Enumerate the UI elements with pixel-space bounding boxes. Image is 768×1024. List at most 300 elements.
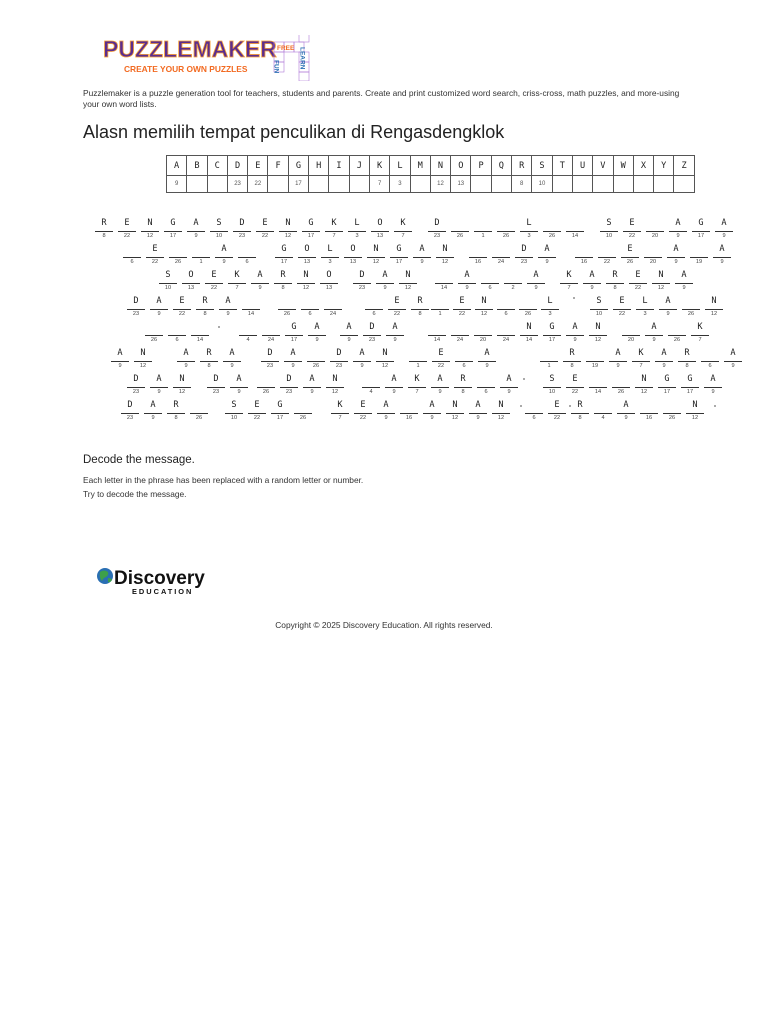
puzzle-cell-number: 26 [150,337,158,343]
puzzle-cell-number: 12 [451,415,459,421]
puzzle-cell-letter: R [569,348,575,358]
puzzle-cell-letter: A [314,322,320,332]
puzzle-cell-blank-line [238,257,256,258]
logo-tagline: CREATE YOUR OWN PUZZLES [124,64,248,74]
puzzle-cell-number: 7 [401,233,405,239]
puzzle-cell-number: 26 [174,259,182,265]
puzzle-cell-number: 6 [308,311,312,317]
puzzle-cell-blank-line [297,283,315,284]
puzzle-cell-blank-line [589,335,607,336]
puzzle-cell-letter: N [526,322,532,332]
puzzle-cell-number: 9 [545,259,549,265]
puzzle-cell-letter: L [354,218,360,228]
puzzle-cell-letter: S [165,270,171,280]
puzzle-cell-blank-line [321,257,339,258]
puzzle-cell-number: 22 [393,311,401,317]
puzzle-cell-number: 8 [102,233,106,239]
puzzle-cell-letter: E [635,270,641,280]
puzzle-cell-blank-line [469,257,487,258]
puzzle-cell-blank-line [284,361,302,362]
puzzle-cell-number: 9 [237,389,241,395]
puzzle-cell-blank-line [446,413,464,414]
puzzle-cell-blank-line [692,231,710,232]
key-number-o: 13 [451,176,471,193]
puzzle-cell-letter: A [615,348,621,358]
puzzle-cell-number: 26 [673,337,681,343]
puzzle-cell-letter: R [206,348,212,358]
puzzle-cell-number: 23 [212,389,220,395]
puzzle-cell-blank-line [324,309,342,310]
puzzle-cell-number: 23 [368,337,376,343]
puzzle-cell-number: 16 [645,415,653,421]
puzzle-cell-number: 17 [663,389,671,395]
key-letter-x: X [633,156,653,176]
puzzle-cell-blank-line [538,257,556,258]
puzzle-punctuation-dot [218,326,220,328]
puzzle-cell-number: 8 [578,415,582,421]
puzzle-cell-letter: G [396,244,402,254]
puzzle-cell-letter: N [595,322,601,332]
key-letter-w: W [613,156,633,176]
puzzle-cell-blank-line [348,231,366,232]
puzzle-cell-number: 23 [520,259,528,265]
puzzle-cell-blank-line [187,231,205,232]
puzzle-cell-number: 19 [695,259,703,265]
key-letter-q: Q [491,156,511,176]
puzzle-cell-blank-line [431,387,449,388]
puzzle-cell-number: 4 [601,415,605,421]
puzzle-cell-number: 12 [441,259,449,265]
key-letter-r: R [512,156,532,176]
key-letter-b: B [187,156,207,176]
puzzle-cell-number: 2 [511,285,515,291]
puzzle-cell-number: 22 [618,311,626,317]
puzzle-cell-blank-line [377,413,395,414]
puzzle-cell-letter: A [719,244,725,254]
puzzle-cell-blank-line [543,231,561,232]
puzzle-cell-blank-line [432,361,450,362]
cipher-puzzle [0,0,768,440]
key-letter-o: O [451,156,471,176]
puzzle-cell-letter: N [373,244,379,254]
puzzle-cell-number: 10 [215,233,223,239]
puzzle-cell-blank-line [622,335,640,336]
puzzle-cell-number: 3 [548,311,552,317]
puzzle-cell-number: 9 [430,415,434,421]
puzzle-cell-blank-line [515,257,533,258]
puzzle-cell-number: 16 [580,259,588,265]
key-number-k: 7 [369,176,389,193]
puzzle-cell-blank-line [144,413,162,414]
puzzle-cell-letter: D [133,374,139,384]
puzzle-cell-number: 17 [395,259,403,265]
puzzle-punctuation-dot [523,378,525,380]
key-letter-i: I [329,156,349,176]
puzzle-cell-blank-line [307,361,325,362]
puzzle-cell-blank-line [645,335,663,336]
puzzle-cell-blank-line [623,231,641,232]
puzzle-cell-letter: A [290,348,296,358]
key-number-a: 9 [167,176,187,193]
key-letter-l: L [390,156,410,176]
puzzle-cell-letter: R [417,296,423,306]
puzzle-cell-number: 23 [358,285,366,291]
key-number-e: 22 [248,176,268,193]
puzzle-cell-letter: A [359,348,365,358]
puzzle-cell-number: 24 [456,337,464,343]
puzzle-cell-blank-line [436,257,454,258]
puzzle-cell-blank-line [409,361,427,362]
puzzle-cell-blank-line [520,231,538,232]
puzzle-cell-blank-line [367,257,385,258]
puzzle-cell-letter: A [673,244,679,254]
puzzle-cell-number: 16 [474,259,482,265]
puzzle-cell-number: 10 [595,311,603,317]
puzzle-cell-blank-line [598,257,616,258]
puzzle-cell-number: 1 [416,363,420,369]
puzzle-cell-number: 23 [266,363,274,369]
puzzle-cell-letter: G [549,322,555,332]
discovery-subtitle: EDUCATION [132,587,194,596]
puzzle-cell-letter: A [257,270,263,280]
key-letter-t: T [552,156,572,176]
puzzle-cell-letter: A [383,400,389,410]
puzzle-cell-blank-line [454,387,472,388]
puzzle-cell-blank-line [497,231,515,232]
puzzle-cell-blank-line [150,387,168,388]
puzzle-cell-number: 12 [178,389,186,395]
puzzle-cell-number: 6 [245,259,249,265]
puzzle-cell-number: 17 [280,259,288,265]
puzzle-cell-blank-line [621,257,639,258]
puzzle-cell-blank-line [713,257,731,258]
discovery-education-logo [96,565,222,597]
puzzle-cell-blank-line [248,413,266,414]
puzzle-cell-blank-line [219,309,237,310]
puzzle-cell-blank-line [469,413,487,414]
puzzle-cell-letter: K [414,374,420,384]
key-letter-h: H [309,156,329,176]
puzzle-cell-number: 9 [420,259,424,265]
puzzle-cell-blank-line [262,335,280,336]
puzzle-cell-letter: E [629,218,635,228]
puzzle-cell-letter: D [434,218,440,228]
puzzle-cell-blank-line [257,387,275,388]
puzzle-cell-blank-line [191,335,209,336]
puzzle-cell-number: 9 [465,285,469,291]
puzzle-cell-letter: N [452,400,458,410]
puzzle-cell-blank-line [164,231,182,232]
logo-badge-word-fun: FUN [272,60,280,74]
puzzle-cell-blank-line [376,283,394,284]
puzzle-cell-number: 9 [184,363,188,369]
puzzle-cell-blank-line [390,257,408,258]
puzzle-cell-number: 22 [634,285,642,291]
puzzle-cell-number: 8 [203,311,207,317]
puzzle-cell-letter: A [721,218,727,228]
puzzle-cell-blank-line [95,231,113,232]
discovery-wordmark: Discovery [114,568,205,589]
puzzle-cell-blank-line [280,387,298,388]
puzzle-cell-number: 12 [139,363,147,369]
puzzle-cell-number: 24 [497,259,505,265]
puzzle-cell-letter: N [442,244,448,254]
puzzle-cell-blank-line [606,283,624,284]
puzzle-cell-blank-line [371,231,389,232]
puzzle-cell-letter: R [101,218,107,228]
puzzle-cell-number: 22 [571,389,579,395]
puzzle-cell-number: 1 [481,233,485,239]
puzzle-cell-letter: A [193,218,199,228]
key-number-l: 3 [390,176,410,193]
puzzle-cell-blank-line [278,309,296,310]
puzzle-cell-number: 7 [639,363,643,369]
puzzle-cell-letter: E [394,296,400,306]
puzzle-cell-number: 9 [476,415,480,421]
puzzle-cell-blank-line [146,257,164,258]
puzzle-cell-number: 9 [534,285,538,291]
puzzle-cell-blank-line [362,387,380,388]
puzzle-cell-letter: R [460,374,466,384]
puzzle-cell-letter: G [698,218,704,228]
puzzle-cell-number: 7 [332,233,336,239]
puzzle-cell-number: 9 [157,311,161,317]
puzzle-cell-letter: G [170,218,176,228]
puzzle-cell-blank-line [363,335,381,336]
puzzle-cell-number: 12 [594,337,602,343]
puzzle-cell-letter: A [225,296,231,306]
puzzle-cell-blank-line [127,309,145,310]
puzzle-cell-number: 6 [708,363,712,369]
puzzle-cell-blank-line [123,257,141,258]
puzzle-cell-blank-line [682,309,700,310]
puzzle-cell-number: 26 [524,311,532,317]
puzzle-cell-blank-line [458,283,476,284]
decode-instructions-line-1: Each letter in the phrase has been replaced with a random letter or number. [83,475,364,485]
puzzle-cell-blank-line [127,387,145,388]
puzzle-cell-number: 24 [329,311,337,317]
puzzle-cell-number: 9 [157,389,161,395]
puzzle-cell-number: 20 [649,259,657,265]
puzzle-cell-blank-line [613,309,631,310]
puzzle-cell-blank-line [182,283,200,284]
puzzle-cell-blank-line [724,361,742,362]
puzzle-cell-letter: D [336,348,342,358]
puzzle-cell-blank-line [668,335,686,336]
puzzle-cell-letter: A [623,400,629,410]
puzzle-cell-number: 23 [132,389,140,395]
puzzle-cell-blank-line [168,335,186,336]
puzzle-cell-number: 9 [662,363,666,369]
puzzle-cell-blank-line [413,257,431,258]
puzzle-cell-letter: S [549,374,555,384]
puzzle-cell-blank-line [492,257,510,258]
puzzle-cell-letter: N [641,374,647,384]
puzzle-cell-blank-line [609,361,627,362]
puzzle-cell-letter: R [612,270,618,280]
puzzle-cell-number: 9 [682,285,686,291]
puzzle-cell-blank-line [575,257,593,258]
puzzle-cell-blank-line [640,413,658,414]
puzzle-cell-blank-line [500,387,518,388]
puzzle-cell-blank-line [400,413,418,414]
puzzle-cell-number: 9 [347,337,351,343]
puzzle-cell-number: 12 [480,311,488,317]
puzzle-cell-number: 22 [553,415,561,421]
puzzle-cell-letter: O [304,244,310,254]
puzzle-cell-blank-line [330,361,348,362]
puzzle-cell-blank-line [667,257,685,258]
puzzle-cell-letter: A [309,374,315,384]
puzzle-cell-blank-line [543,387,561,388]
puzzle-cell-number: 22 [458,311,466,317]
puzzle-cell-number: 6 [532,415,536,421]
puzzle-cell-number: 26 [283,311,291,317]
puzzle-cell-letter: S [596,296,602,306]
puzzle-cell-number: 8 [685,363,689,369]
puzzle-cell-number: 17 [548,337,556,343]
puzzle-cell-letter: N [179,374,185,384]
puzzle-cell-letter: A [710,374,716,384]
puzzle-cell-blank-line [715,231,733,232]
puzzle-cell-number: 26 [456,233,464,239]
puzzle-cell-letter: K [566,270,572,280]
puzzle-cell-number: 14 [196,337,204,343]
puzzle-cell-number: 7 [698,337,702,343]
puzzle-cell-blank-line [365,309,383,310]
puzzle-cell-number: 22 [603,259,611,265]
key-letter-c: C [207,156,227,176]
puzzle-cell-blank-line [274,283,292,284]
puzzle-cell-letter: D [267,348,273,358]
puzzle-cell-letter: R [173,400,179,410]
key-letter-n: N [430,156,450,176]
puzzle-cell-number: 9 [118,363,122,369]
puzzle-cell-letter: A [391,374,397,384]
puzzle-cell-number: 26 [617,389,625,395]
puzzle-cell-blank-line [594,413,612,414]
puzzle-cell-letter: L [327,244,333,254]
puzzle-cell-blank-line [271,413,289,414]
puzzle-cell-letter: A [661,348,667,358]
puzzle-cell-blank-line [659,309,677,310]
key-letter-e: E [248,156,268,176]
puzzle-cell-letter: D [133,296,139,306]
puzzle-cell-blank-line [478,361,496,362]
puzzle-cell-letter: A [236,374,242,384]
puzzle-cell-number: 10 [605,233,613,239]
puzzle-cell-number: 9 [291,363,295,369]
puzzle-cell-blank-line [691,335,709,336]
key-number-r: 8 [512,176,532,193]
puzzle-cell-number: 12 [657,285,665,291]
puzzle-cell-number: 12 [146,233,154,239]
puzzle-cell-number: 3 [328,259,332,265]
puzzle-cell-blank-line [632,361,650,362]
puzzle-cell-blank-line [325,231,343,232]
puzzle-cell-blank-line [589,387,607,388]
puzzle-cell-letter: K [234,270,240,280]
puzzle-cell-number: 17 [697,233,705,239]
puzzle-cell-blank-line [504,283,522,284]
puzzle-cell-number: 9 [711,389,715,395]
puzzle-cell-number: 1 [547,363,551,369]
puzzle-cell-number: 9 [230,363,234,369]
puzzle-cell-blank-line [385,387,403,388]
puzzle-cell-number: 8 [613,285,617,291]
puzzle-cell-letter: S [216,218,222,228]
puzzle-cell-blank-line [566,387,584,388]
puzzle-cell-number: 22 [210,285,218,291]
decode-instructions-line-2: Try to decode the message. [83,489,187,499]
logo-badge-word-free: FREE [277,45,295,52]
puzzle-cell-number: 22 [437,363,445,369]
puzzle-cell-letter: E [179,296,185,306]
puzzle-cell-blank-line [635,387,653,388]
puzzle-cell-number: 9 [310,389,314,395]
puzzle-cell-letter: A [506,374,512,384]
puzzle-cell-number: 24 [267,337,275,343]
puzzle-cell-number: 8 [570,363,574,369]
puzzle-cell-blank-line [294,413,312,414]
puzzle-cell-number: 4 [246,337,250,343]
puzzle-cell-letter: N [481,296,487,306]
puzzle-cell-blank-line [435,283,453,284]
puzzle-cell-blank-line [681,387,699,388]
puzzle-cell-blank-line [652,283,670,284]
puzzle-cell-number: 6 [504,311,508,317]
puzzle-cell-blank-line [617,413,635,414]
puzzle-cell-letter: O [350,244,356,254]
puzzle-cell-blank-line [548,413,566,414]
puzzle-cell-blank-line [320,283,338,284]
puzzle-cell-number: 22 [261,233,269,239]
puzzle-cell-number: 13 [187,285,195,291]
puzzle-cell-blank-line [275,257,293,258]
puzzle-cell-letter: G [277,400,283,410]
puzzle-cell-blank-line [474,335,492,336]
puzzle-cell-number: 22 [151,259,159,265]
puzzle-cell-letter: K [337,400,343,410]
puzzle-cell-blank-line [190,413,208,414]
puzzle-punctuation-dot [569,405,571,407]
puzzle-cell-blank-line [399,283,417,284]
puzzle-cell-number: 8 [281,285,285,291]
puzzle-cell-blank-line [571,413,589,414]
puzzle-cell-blank-line [230,387,248,388]
puzzle-cell-blank-line [215,257,233,258]
puzzle-title: Alasn memilih tempat penculikan di Rengasdengklok [83,122,505,142]
puzzle-cell-number: 6 [488,285,492,291]
puzzle-cell-blank-line [118,231,136,232]
puzzle-cell-blank-line [658,387,676,388]
puzzle-cell-letter: K [697,322,703,332]
puzzle-cell-number: 9 [384,415,388,421]
puzzle-cell-blank-line [423,413,441,414]
puzzle-cell-blank-line [386,335,404,336]
puzzle-cell-blank-line [474,231,492,232]
puzzle-cell-letter: L [526,218,532,228]
puzzle-cell-number: 7 [235,285,239,291]
puzzle-cell-number: 22 [253,415,261,421]
puzzle-cell-blank-line [177,361,195,362]
puzzle-cell-blank-line [428,335,446,336]
puzzle-cell-letter: N [303,270,309,280]
puzzle-cell-blank-line [566,335,584,336]
key-number-n: 12 [430,176,450,193]
puzzle-cell-blank-line [228,283,246,284]
puzzle-cell-blank-line [675,283,693,284]
